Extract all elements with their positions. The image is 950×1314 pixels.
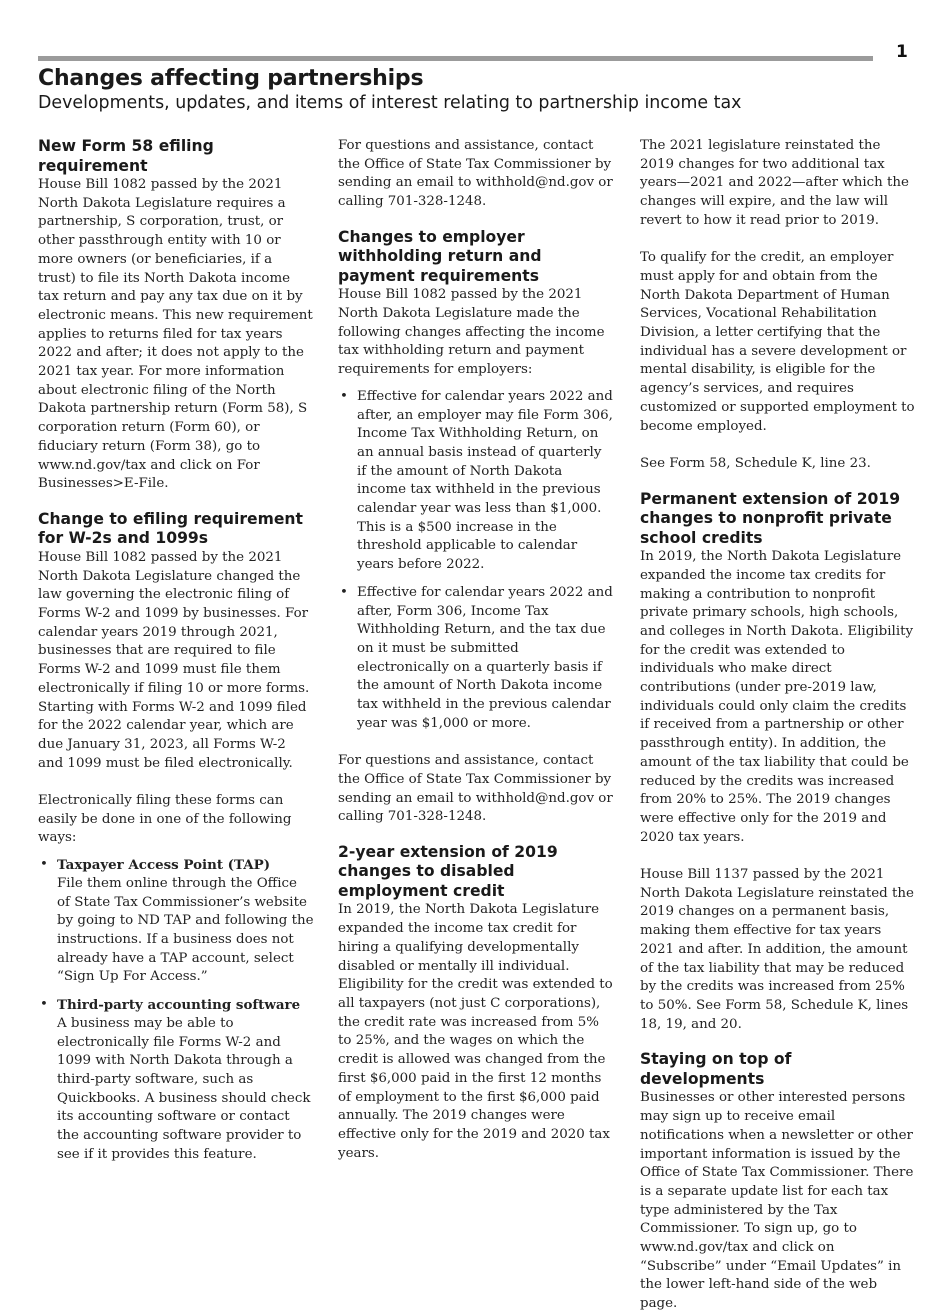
contact-paragraph-2: For questions and assistance, contact the Office of State Tax Commissioner by sending an email to withhold@nd.gov or calling 701-328-1248. (338, 753, 613, 825)
list-item (38, 996, 314, 1164)
column-1 (38, 137, 314, 1164)
column-3 (640, 137, 916, 1314)
section-body-developments: Businesses or other interested persons may sign up to receive email notifications when a newsletter or other important information is issued by the Office of State Tax Commissioner. There is a separate update list for each tax type administered by the Tax Commissioner. To sign up, go to www.nd.gov/tax and click on “Subscribe” under “Email Updates” in the lower left-hand side of the web page. (640, 1090, 914, 1312)
disabled-credit-continued: The 2021 legislature reinstated the 2019 changes for two additional tax years—2021 and 2022—after which the changes will expire, and the law will revert to how it read prior to 2019. (640, 138, 909, 228)
page-subtitle: Developments, updates, and items of interest relating to partnership income tax (38, 93, 742, 113)
bullet-icon: • (340, 388, 348, 404)
section-body-form58-efiling: House Bill 1082 passed by the 2021 North Dakota Legislature requires a partnership, S corporation, trust, or other passthrough entity with 10 or more owners (or beneficiaries, if a trust) to file its North Dakota income tax return and pay any tax due on it by electronic means. This new requirement applies to returns filed for tax years 2022 and after; it does not apply to the 2021 tax year. For more information about electronic filing of the North Dakota partnership return (Form 58), S corporation return (Form 60), or fiduciary return (Form 38), go to www.nd.gov/tax and click on For Businesses>E-File. (38, 177, 313, 492)
section-heading-disabled-credit: 2-year extension of 2019 changes to disabled employment credit (338, 842, 558, 900)
bullet-icon: • (340, 584, 348, 600)
list-item-text: Effective for calendar years 2022 and after, Form 306, Income Tax Withholding Return, and the tax due on it must be submitted electronically on a quarterly basis if the amount of North Dakota income tax withheld in the previous calendar year was $1,000 or more. (357, 584, 613, 731)
list-item (338, 388, 614, 575)
page-number: 1 (896, 42, 908, 62)
withholding-changes-list (338, 388, 614, 734)
list-item-text: File them online through the Office of State Tax Commissioner’s website by going to ND TAP and following the instructions. If a business does not already have a TAP account, select “Sign Up For Access.” (57, 875, 314, 985)
section-heading-form58-efiling: New Form 58 efiling requirement (38, 137, 214, 175)
section-body-withholding: House Bill 1082 passed by the 2021 North Dakota Legislature made the following changes affecting the income tax withholding return and payment requirements for employers: (338, 287, 605, 378)
column-2 (338, 137, 614, 1163)
section-body-private-school: In 2019, the North Dakota Legislature expanded the income tax credits for making a contribution to nonprofit private primary schools, high schools, and colleges in North Dakota. Eligibility for the credit was extended to individuals who make direct contributions (under pre-2019 law, individuals could only claim the credits if received from a partnership or other passthrough entity). In addition, the amount of the tax liability that could be reduced by the credits was increased from 20% to 25%. The 2019 changes were effective only for the 2019 and 2020 tax years. (640, 549, 914, 845)
contact-paragraph: For questions and assistance, contact the Office of State Tax Commissioner by sending an email to withhold@nd.gov or calling 701-328-1248. (338, 138, 613, 210)
section-body-w2-1099-ways: Electronically filing these forms can easily be done in one of the following ways: (38, 793, 292, 846)
section-body-disabled-credit: In 2019, the North Dakota Legislature expanded the income tax credit for hiring a qualifying developmentally disabled or mentally ill individual. Eligibility for the credit was extended to all taxpayers (not just C corporations), the credit rate was increased from 5% to 25%, and the wages on which the credit is allowed was changed from the first $6,000 paid in the first 12 months of employment to the first $6,000 paid annually. The 2019 changes were effective only for the 2019 and 2020 tax years. (338, 902, 613, 1161)
bullet-icon: • (40, 857, 48, 873)
disabled-credit-reference: See Form 58, Schedule K, line 23. (640, 455, 871, 471)
list-item-label: Third-party accounting software (57, 997, 301, 1014)
bullet-icon: • (40, 997, 48, 1013)
section-heading-w2-1099-efiling: Change to efiling requirement for W-2s and 1099s (38, 509, 303, 548)
section-body-w2-1099-efiling: House Bill 1082 passed by the 2021 North Dakota Legislature changed the law governing the electronic filing of Forms W-2 and 1099 by businesses. For calendar years 2019 through 2021, businesses that are required to file Forms W-2 and 1099 must file them electronically if filing 10 or more forms. Starting with Forms W-2 and 1099 filed for the 2022 calendar year, which are due January 31, 2023, all Forms W-2 and 1099 must be filed electronically. (38, 549, 310, 771)
section-body-private-school-2: House Bill 1137 passed by the 2021 North Dakota Legislature reinstated the 2019 changes on a permanent basis, making them effective for tax years 2021 and after. In addition, the amount of the tax liability that may be reduced by the credits was increased from 25% to 50%. See Form 58, Schedule K, lines 18, 19, and 20. (640, 867, 914, 1032)
efiling-options-list (38, 856, 314, 1164)
list-item-text: Effective for calendar years 2022 and after, an employer may file Form 306, Income Tax Withholding Return, on an annual basis instead of quarterly if the amount of North Dakota income tax withheld in the previous calendar year was less than $1,000. This is a $500 increase in the threshold applicable to calendar years before 2022. (357, 388, 613, 573)
section-heading-withholding: Changes to employer withholding return and payment requirements (338, 227, 542, 285)
list-item (38, 856, 314, 987)
list-item-text: A business may be able to electronically file Forms W-2 and 1099 with North Dakota through a third-party software, such as Quickbooks. A business should check its accounting software or contact the accounting software provider to see if it provides this feature. (57, 1015, 311, 1162)
header-rule (38, 56, 873, 61)
page-title: Changes affecting partnerships (38, 66, 424, 91)
list-item (338, 584, 614, 734)
list-item-label: Taxpayer Access Point (TAP) (57, 857, 271, 874)
section-heading-private-school: Permanent extension of 2019 changes to nonprofit private school credits (640, 489, 901, 547)
section-heading-developments: Staying on top of developments (640, 1050, 792, 1088)
disabled-credit-qualify: To qualify for the credit, an employer must apply for and obtain from the North Dakota Department of Human Services, Vocational Rehabilitation Division, a letter certifying that the individual has a severe development or mental disability, is eligible for the agency’s services, and requires customized or supported employment to become employed. (640, 250, 915, 434)
